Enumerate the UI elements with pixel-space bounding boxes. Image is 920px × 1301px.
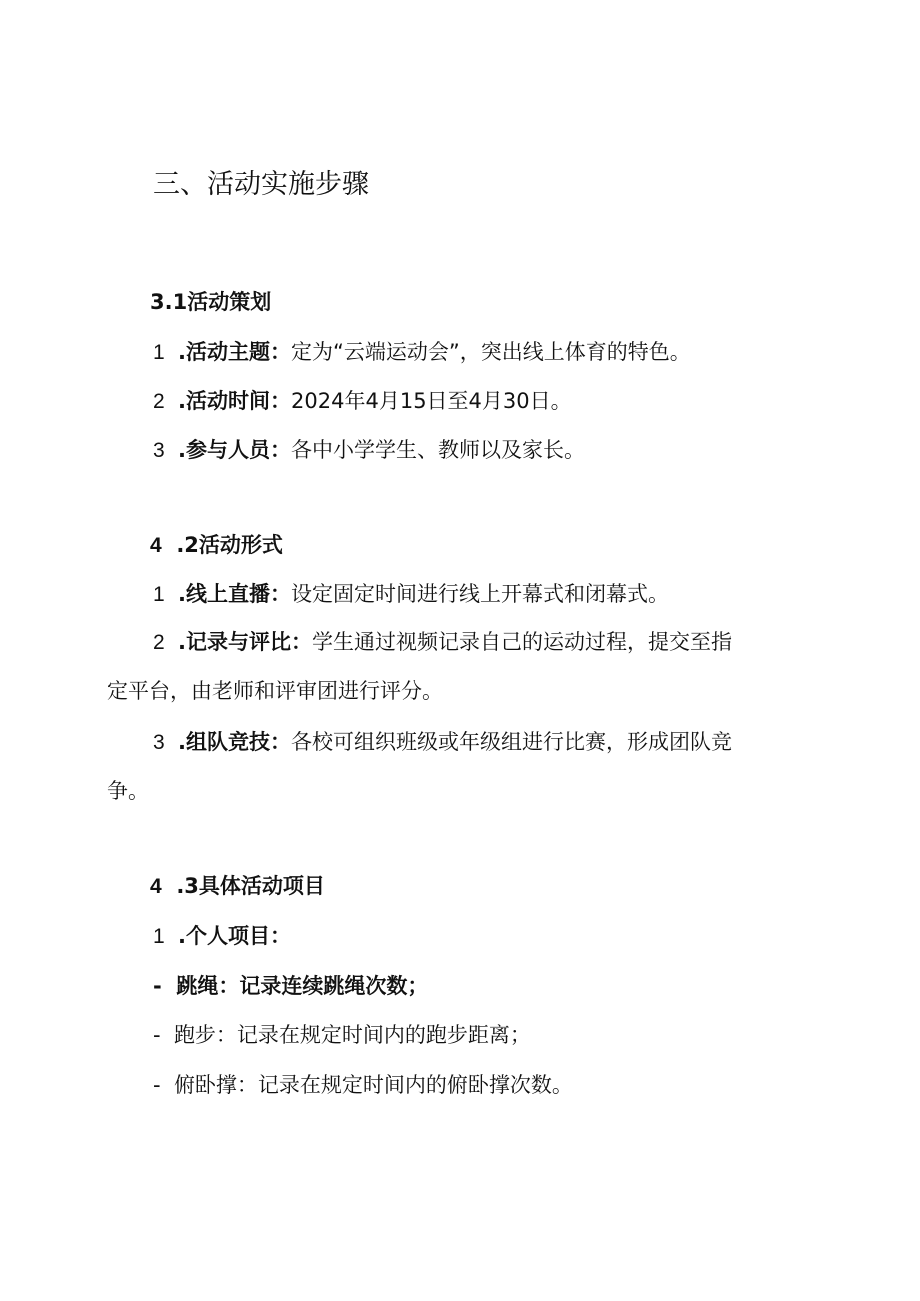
subsection-title-text: .2活动形式 [176,533,283,557]
item-number: 3 [153,439,165,462]
list-item [153,338,691,367]
item-number: 2 [153,631,165,654]
sub-item-text: 跳绳：记录连续跳绳次数； [176,974,429,998]
list-item-continuation: 争。 [107,779,149,803]
sub-item-text: 俯卧撑：记录在规定时间内的俯卧撑次数。 [173,1073,573,1097]
sub-list-item [153,972,428,1000]
item-label: .活动主题： [178,340,292,364]
item-text: 2024年4月15日至4月30日。 [291,389,572,413]
list-item [153,436,585,465]
item-number: 2 [153,390,165,413]
dash-bullet: - [153,1073,161,1097]
list-item [153,728,732,757]
item-number: 1 [153,341,165,364]
item-number: 3 [153,731,165,754]
item-text: 各中小学学生、教师以及家长。 [291,438,586,462]
sub-list-item [153,1021,531,1049]
item-text: 定为“云端运动会”，突出线上体育的特色。 [291,340,691,364]
item-label: .活动时间： [178,389,292,413]
subsection-title-text: .3具体活动项目 [176,874,325,898]
subsection-title-4-2 [150,531,283,560]
subsection-title-4-3 [150,872,325,901]
item-label: .个人项目： [178,924,292,948]
item-text: 学生通过视频记录自己的运动过程，提交至指 [312,630,733,654]
item-text: 设定固定时间进行线上开幕式和闭幕式。 [291,582,670,606]
item-text: 各校可组织班级或年级组进行比赛，形成团队竞 [291,730,733,754]
subsection-title-3-1: 3.1活动策划 [150,290,272,314]
list-item-continuation: 定平台，由老师和评审团进行评分。 [107,679,443,703]
item-label: .组队竞技： [178,730,292,754]
item-label: .参与人员： [178,438,292,462]
list-item [153,922,291,951]
item-number: 1 [153,583,165,606]
subsection-number: 4 [150,875,162,898]
subsection-number: 4 [150,534,162,557]
list-item [153,387,572,416]
item-label: .线上直播： [178,582,292,606]
sub-item-text: 跑步：记录在规定时间内的跑步距离； [173,1023,531,1047]
item-label: .记录与评比： [178,630,313,654]
item-number: 1 [153,925,165,948]
dash-bullet: - [153,1023,161,1047]
section-heading: 三、活动实施步骤 [153,169,369,200]
list-item [153,580,669,609]
dash-bullet: - [153,974,162,998]
sub-list-item [153,1071,573,1099]
list-item [153,628,732,657]
